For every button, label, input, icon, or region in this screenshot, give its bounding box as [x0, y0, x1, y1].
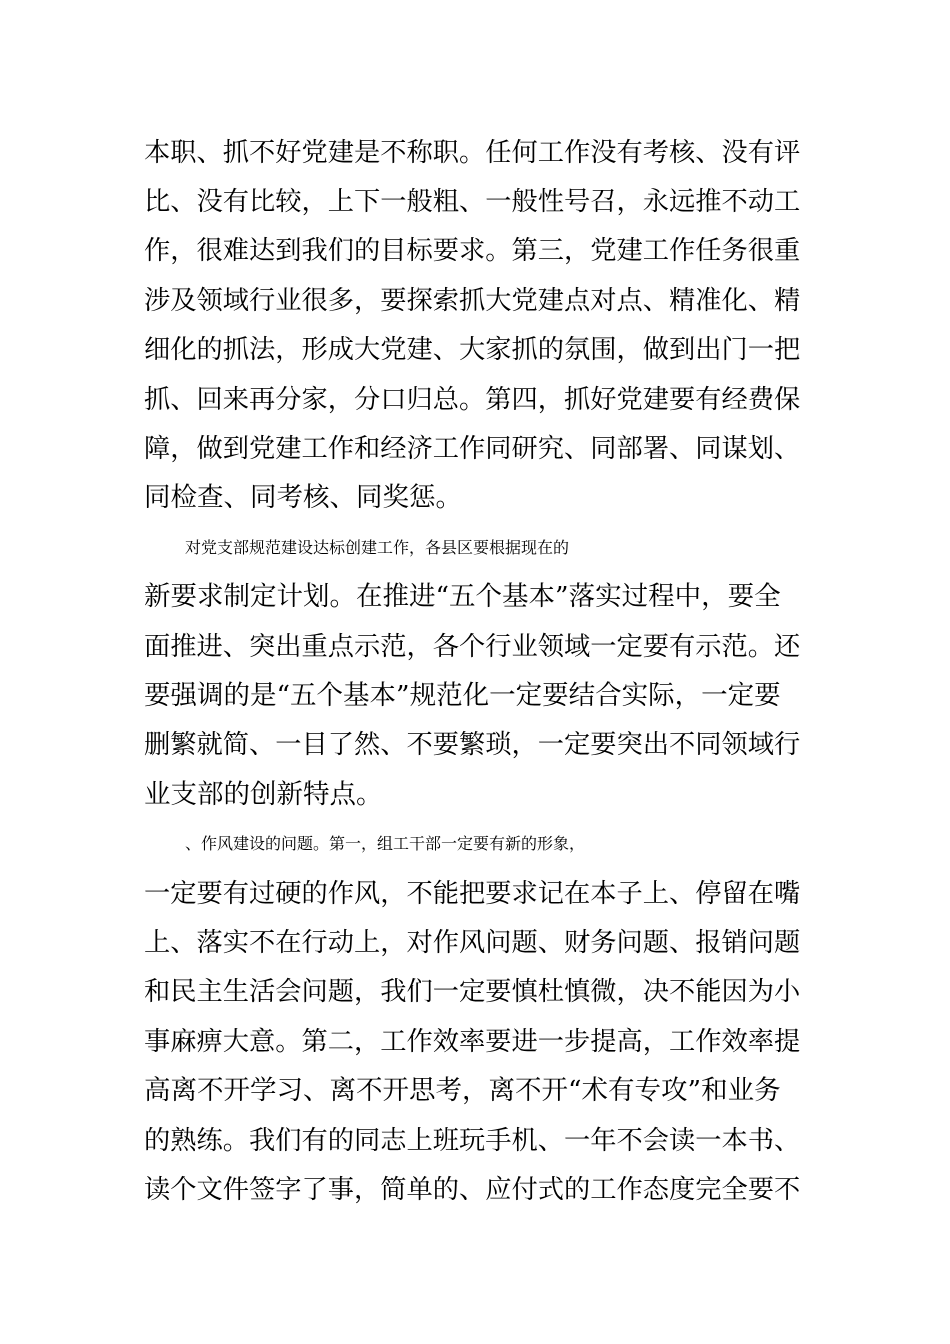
paragraph-1-line-8: 同检查、同考核、同奖惩。: [144, 482, 462, 513]
paragraph-2-line-4: 要强调的是“五个基本”规范化一定要结合实际，一定要: [144, 680, 781, 711]
paragraph-3-line-7: 的熟练。我们有的同志上班玩手机、一年不会读一本书、: [144, 1126, 801, 1156]
paragraph-1-line-3: 作，很难达到我们的目标要求。第三，党建工作任务很重: [144, 236, 801, 266]
paragraph-1-line-2: 比、没有比较，上下一般粗、一般性号召，永远推不动工: [144, 187, 801, 217]
paragraph-1-line-4: 涉及领域行业很多，要探索抓大党建点对点、精准化、精: [144, 286, 801, 316]
paragraph-3-line-1: 、作风建设的问题。第一，组工干部一定要有新的形象，: [185, 834, 586, 853]
paragraph-3-line-2: 一定要有过硬的作风，不能把要求记在本子上、停留在嘴: [144, 879, 801, 909]
paragraph-2-line-5: 删繁就简、一目了然、不要繁琐，一定要突出不同领域行: [144, 730, 801, 760]
paragraph-3-line-6: 高离不开学习、离不开思考，离不开“术有专攻”和业务: [144, 1075, 781, 1106]
paragraph-2-line-1: 对党支部规范建设达标创建工作，各县区要根据现在的: [185, 538, 570, 557]
paragraph-2-line-2: 新要求制定计划。在推进“五个基本”落实过程中，要全: [144, 581, 781, 612]
paragraph-1-line-5: 细化的抓法，形成大党建、大家抓的氛围，做到出门一把: [144, 335, 801, 365]
paragraph-1-line-6: 抓、回来再分家，分口归总。第四，抓好党建要有经费保: [144, 385, 801, 415]
paragraph-3-line-4: 和民主生活会问题，我们一定要慎杜慎微，决不能因为小: [144, 977, 801, 1007]
paragraph-3-line-8: 读个文件签字了事，简单的、应付式的工作态度完全要不: [144, 1175, 801, 1205]
paragraph-3-line-3: 上、落实不在行动上，对作风问题、财务问题、报销问题: [144, 928, 801, 958]
paragraph-3-line-5: 事麻痹大意。第二，工作效率要进一步提高，工作效率提: [144, 1027, 801, 1057]
paragraph-1-line-7: 障，做到党建工作和经济工作同研究、同部署、同谋划、: [144, 434, 801, 464]
paragraph-1-line-1: 本职、抓不好党建是不称职。任何工作没有考核、没有评: [144, 138, 801, 168]
paragraph-2-line-6: 业支部的创新特点。: [144, 779, 383, 810]
paragraph-2-line-3: 面推进、突出重点示范，各个行业领域一定要有示范。还: [144, 632, 801, 662]
